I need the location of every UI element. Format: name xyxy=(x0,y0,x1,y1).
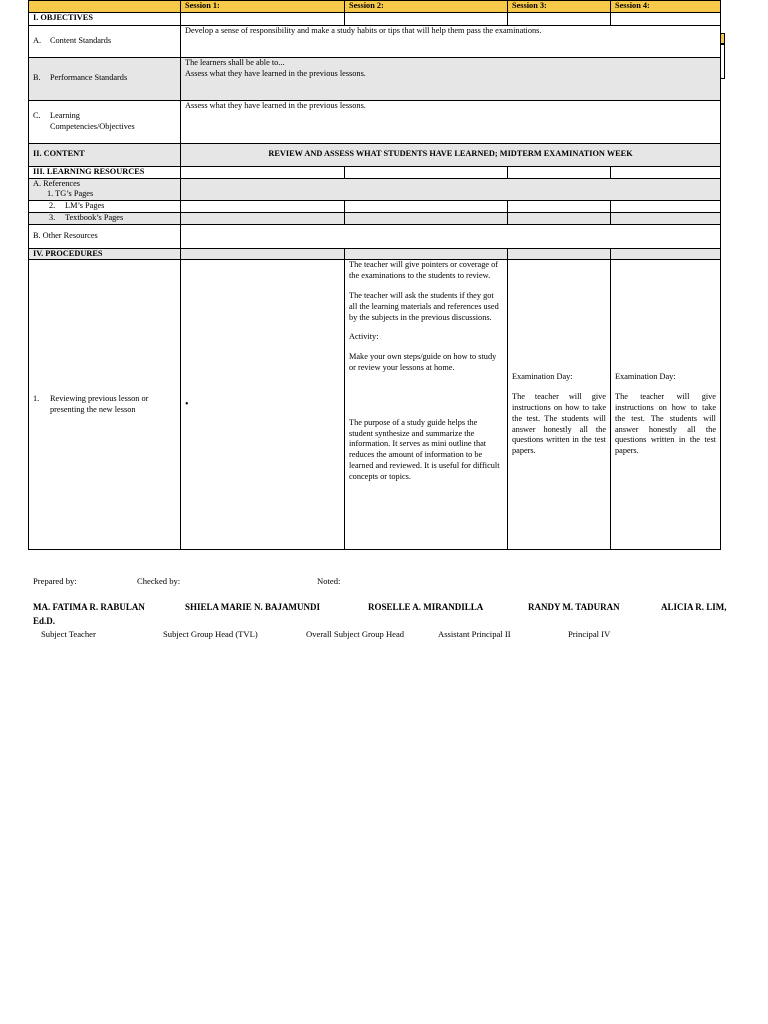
objectives-heading-row xyxy=(29,12,721,25)
content-standards-text: Develop a sense of responsibility and make a study habits or tips that will help them pass the examinations. xyxy=(181,25,721,57)
performance-standards-line-1: The learners shall be able to... xyxy=(185,57,285,67)
session-3-text: The teacher will give instructions on how to take the test. The students will answer honestly all the questions written in the test papers. xyxy=(512,392,606,456)
content-standards-row xyxy=(29,25,721,57)
session-3-title: Examination Day: xyxy=(512,372,573,382)
signatory-title-1: Subject Teacher xyxy=(41,629,96,639)
session-2-procedure-cell xyxy=(345,260,508,550)
lm-pages-label: LM’s Pages xyxy=(65,201,105,211)
checked-by-label: Checked by: xyxy=(137,576,181,586)
signatory-name-5-suffix: Ed.D. xyxy=(33,616,56,626)
session-2-paragraph-1: The teacher will give pointers or coverage of the examinations to the students to review. xyxy=(349,260,499,281)
signatory-title-4: Assistant Principal II xyxy=(438,629,511,639)
textbook-pages-label: Textbook’s Pages xyxy=(65,212,124,222)
signatory-title-3: Overall Subject Group Head xyxy=(306,629,405,639)
performance-standards-label: Performance Standards xyxy=(50,73,128,83)
session-1-bullet: • xyxy=(185,399,189,411)
other-resources-label: B. Other Resources xyxy=(29,224,181,248)
lm-pages-cell xyxy=(29,201,181,213)
lm-pages-number: 2. xyxy=(49,201,56,211)
session-4-text: The teacher will give instructions on how to take the test. The students will answer honestly all the questions written in the test papers. xyxy=(615,392,716,456)
signatory-name-1: MA. FATIMA R. RABULAN xyxy=(33,602,145,612)
lm-pages-row xyxy=(29,201,721,213)
lesson-plan-table xyxy=(28,0,721,550)
performance-standards-label-cell xyxy=(29,57,181,100)
content-heading: II. CONTENT xyxy=(29,143,181,166)
session-4-title: Examination Day: xyxy=(615,372,676,382)
content-standards-label: Content Standards xyxy=(50,35,112,45)
signatory-title-2: Subject Group Head (TVL) xyxy=(163,629,258,639)
performance-standards-row xyxy=(29,57,721,100)
textbook-pages-cell xyxy=(29,212,181,224)
noted-label: Noted: xyxy=(317,576,341,586)
learning-resources-heading: III. LEARNING RESOURCES xyxy=(29,166,181,178)
session-2-paragraph-4: Make your own steps/guide on how to study or review your lessons at home. xyxy=(349,352,497,372)
content-text: REVIEW AND ASSESS WHAT STUDENTS HAVE LEARNED; MIDTERM EXAMINATION WEEK xyxy=(181,143,721,166)
performance-standards-line-2: Assess what they have learned in the previous lessons. xyxy=(185,68,366,78)
session-2-header: Session 2: xyxy=(345,1,508,13)
page-edge-marker-outline xyxy=(720,44,725,79)
learning-resources-row xyxy=(29,166,721,178)
header-blank-cell xyxy=(29,1,181,13)
references-cell xyxy=(29,178,181,201)
signatory-name-4: RANDY M. TADURAN xyxy=(528,602,620,612)
signatory-name-5: ALICIA R. LIM, xyxy=(661,602,727,612)
tg-pages-line xyxy=(33,189,176,200)
content-standards-label-cell xyxy=(29,25,181,57)
signatory-name-2: SHIELA MARIE N. BAJAMUNDI xyxy=(185,602,321,612)
tg-pages-label: TG’s Pages xyxy=(55,189,94,199)
competencies-label-line-2: Competencies/Objectives xyxy=(50,121,135,131)
competencies-letter: C. xyxy=(33,111,41,120)
procedures-heading: IV. PROCEDURES xyxy=(29,248,181,260)
signatory-name-3: ROSELLE A. MIRANDILLA xyxy=(368,602,484,612)
procedures-heading-row xyxy=(29,248,721,260)
session-1-procedure-cell xyxy=(181,260,345,550)
session-header-row xyxy=(29,1,721,13)
tg-pages-number: 1. xyxy=(47,189,54,199)
competencies-row xyxy=(29,100,721,143)
procedure-item-label-cell xyxy=(29,260,181,550)
session-2-paragraph-5: The purpose of a study guide helps the student synthesize and summarize the information. It serves as mini outline that reduces the amount of information to be learned and reviewed. It is useful for difficult concepts or topics. xyxy=(349,417,500,481)
session-3-header: Session 3: xyxy=(508,1,611,13)
page-edge-marker-yellow xyxy=(720,33,725,44)
textbook-pages-number: 3. xyxy=(49,212,56,222)
signatory-title-5: Principal IV xyxy=(568,629,611,639)
competencies-label-line-1: Learning xyxy=(50,111,80,120)
other-resources-row xyxy=(29,224,721,248)
session-2-paragraph-3: Activity: xyxy=(349,332,379,342)
prepared-by-label: Prepared by: xyxy=(33,576,77,586)
procedure-item-label-line-1: Reviewing previous lesson or xyxy=(50,394,149,404)
competencies-label-cell xyxy=(29,100,181,143)
performance-standards-letter: B. xyxy=(33,73,41,83)
session-3-procedure-cell xyxy=(508,260,611,550)
content-row xyxy=(29,143,721,166)
content-standards-letter: A. xyxy=(33,35,42,45)
procedure-item-number: 1. xyxy=(33,394,40,404)
procedure-item-row xyxy=(29,260,721,550)
session-4-procedure-cell xyxy=(611,260,721,550)
session-2-paragraph-2: The teacher will ask the students if they got all the learning materials and references used by the subjects in the previous discussions. xyxy=(349,291,499,322)
session-4-header: Session 4: xyxy=(611,1,721,13)
performance-standards-text xyxy=(181,57,721,100)
references-label: A. References xyxy=(33,178,80,188)
procedure-item-label-line-2: presenting the new lesson xyxy=(50,404,136,414)
references-row xyxy=(29,178,721,201)
objectives-heading: I. OBJECTIVES xyxy=(29,12,181,25)
competencies-text: Assess what they have learned in the previous lessons. xyxy=(181,100,721,143)
textbook-pages-row xyxy=(29,212,721,224)
session-1-header: Session 1: xyxy=(181,1,345,13)
